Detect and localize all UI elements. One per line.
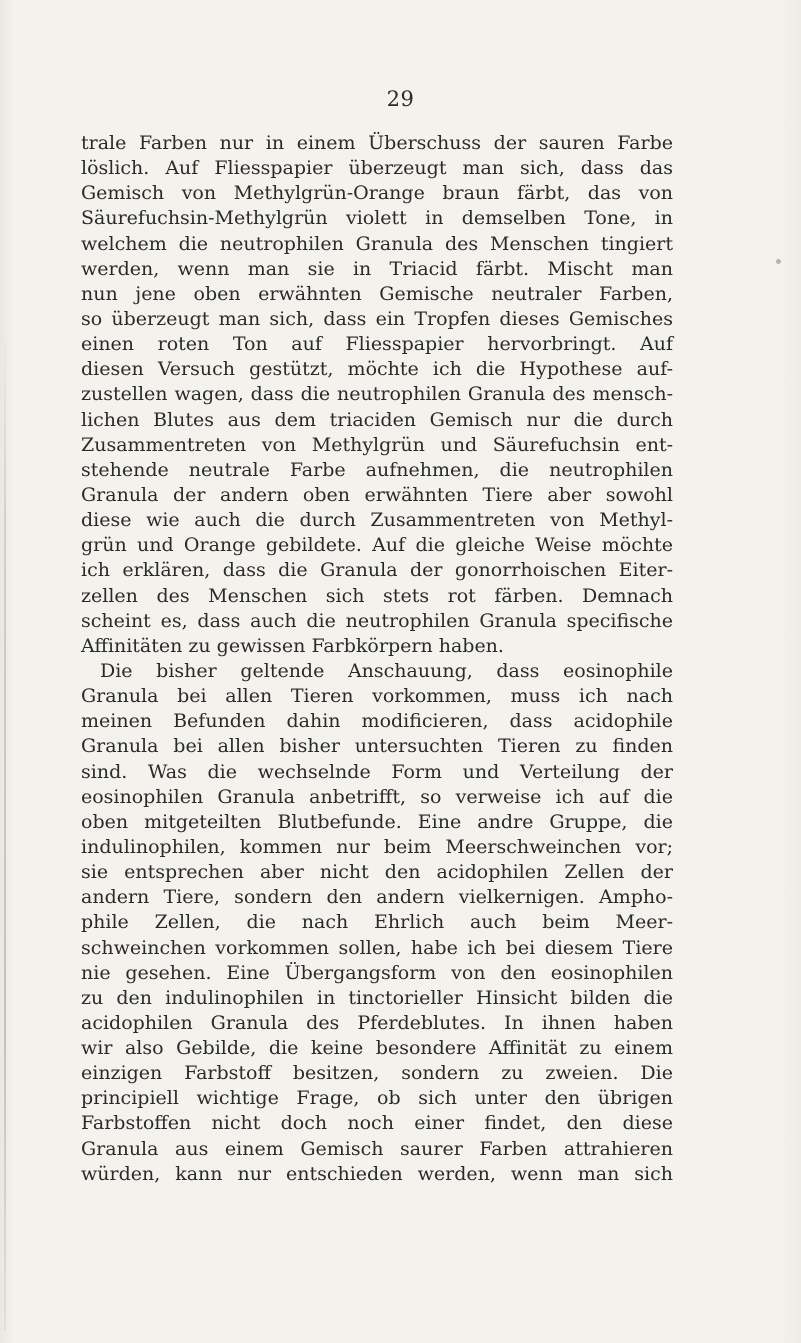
text-line: wir also Gebilde, die keine besondere Affinität zu einem [81, 1037, 673, 1060]
body-text [81, 131, 673, 1187]
text-line: diesen Versuch gestützt, möchte ich die Hypothese auf- [81, 358, 673, 381]
page-number: 29 [386, 87, 415, 111]
text-line: Farbstoffen nicht doch noch einer findet, den diese [81, 1112, 673, 1135]
text-line: phile Zellen, die nach Ehrlich auch beim Meer- [81, 911, 673, 934]
paper-speck [776, 259, 781, 264]
text-line: lichen Blutes aus dem triaciden Gemisch nur die durch [81, 408, 673, 431]
text-line: sie entsprechen aber nicht den acidophilen Zellen der [81, 861, 673, 884]
text-line: principiell wichtige Frage, ob sich unter den übrigen [81, 1087, 673, 1110]
text-line: indulinophilen, kommen nur beim Meerschweinchen vor; [81, 835, 673, 858]
text-line: Zusammentreten von Methylgrün und Säurefuchsin ent- [81, 433, 673, 456]
text-line: so überzeugt man sich, dass ein Tropfen dieses Gemisches [81, 307, 673, 330]
text-line: grün und Orange gebildete. Auf die gleiche Weise möchte [81, 534, 673, 557]
text-line: Granula der andern oben erwähnten Tiere aber sowohl [81, 483, 673, 506]
text-line: meinen Befunden dahin modificieren, dass acidophile [81, 710, 673, 733]
text-line: zu den indulinophilen in tinctorieller Hinsicht bilden die [81, 986, 673, 1009]
page-edge-shadow [4, 330, 6, 1330]
text-line: scheint es, dass auch die neutrophilen Granula specifische [81, 609, 673, 632]
text-line: löslich. Auf Fliesspapier überzeugt man sich, dass das [81, 157, 673, 180]
text-line: andern Tiere, sondern den andern vielkernigen. Ampho- [81, 886, 673, 909]
text-line: nie gesehen. Eine Übergangsform von den eosinophilen [81, 961, 673, 984]
text-line: Granula bei allen bisher untersuchten Tieren zu finden [81, 735, 673, 758]
text-line: nun jene oben erwähnten Gemische neutraler Farben, [81, 282, 673, 305]
text-line: zustellen wagen, dass die neutrophilen Granula des mensch- [81, 383, 673, 406]
text-line: Granula aus einem Gemisch saurer Farben attrahieren [81, 1137, 673, 1160]
text-line: werden, wenn man sie in Triacid färbt. Mischt man [81, 257, 673, 280]
text-line: acidophilen Granula des Pferdeblutes. In ihnen haben [81, 1011, 673, 1034]
text-line: eosinophilen Granula anbetrifft, so verweise ich auf die [81, 785, 673, 808]
text-line: Affinitäten zu gewissen Farbkörpern haben. [81, 634, 504, 657]
text-line: oben mitgeteilten Blutbefunde. Eine andre Gruppe, die [81, 810, 673, 833]
text-line: trale Farben nur in einem Überschuss der sauren Farbe [81, 132, 673, 154]
text-line: diese wie auch die durch Zusammentreten von Methyl- [81, 509, 673, 532]
text-line: sind. Was die wechselnde Form und Verteilung der [81, 760, 673, 783]
text-line: einen roten Ton auf Fliesspapier hervorbringt. Auf [81, 333, 673, 356]
text-line: welchem die neutrophilen Granula des Menschen tingiert [81, 232, 673, 255]
text-line: würden, kann nur entschieden werden, wenn man sich [81, 1162, 673, 1185]
text-line: zellen des Menschen sich stets rot färben. Demnach [81, 584, 673, 607]
text-line: Säurefuchsin-Methylgrün violett in demselben Tone, in [81, 207, 673, 230]
text-line: Die bisher geltende Anschauung, dass eosinophile [100, 659, 673, 682]
text-line: ich erklären, dass die Granula der gonorrhoischen Eiter- [81, 559, 673, 582]
text-line: stehende neutrale Farbe aufnehmen, die neutrophilen [81, 458, 673, 481]
text-line: schweinchen vorkommen sollen, habe ich bei diesem Tiere [81, 936, 673, 959]
text-line: einzigen Farbstoff besitzen, sondern zu zweien. Die [81, 1062, 673, 1085]
text-line: Gemisch von Methylgrün-Orange braun färbt, das von [81, 182, 673, 205]
text-line: Granula bei allen Tieren vorkommen, muss ich nach [81, 685, 673, 708]
